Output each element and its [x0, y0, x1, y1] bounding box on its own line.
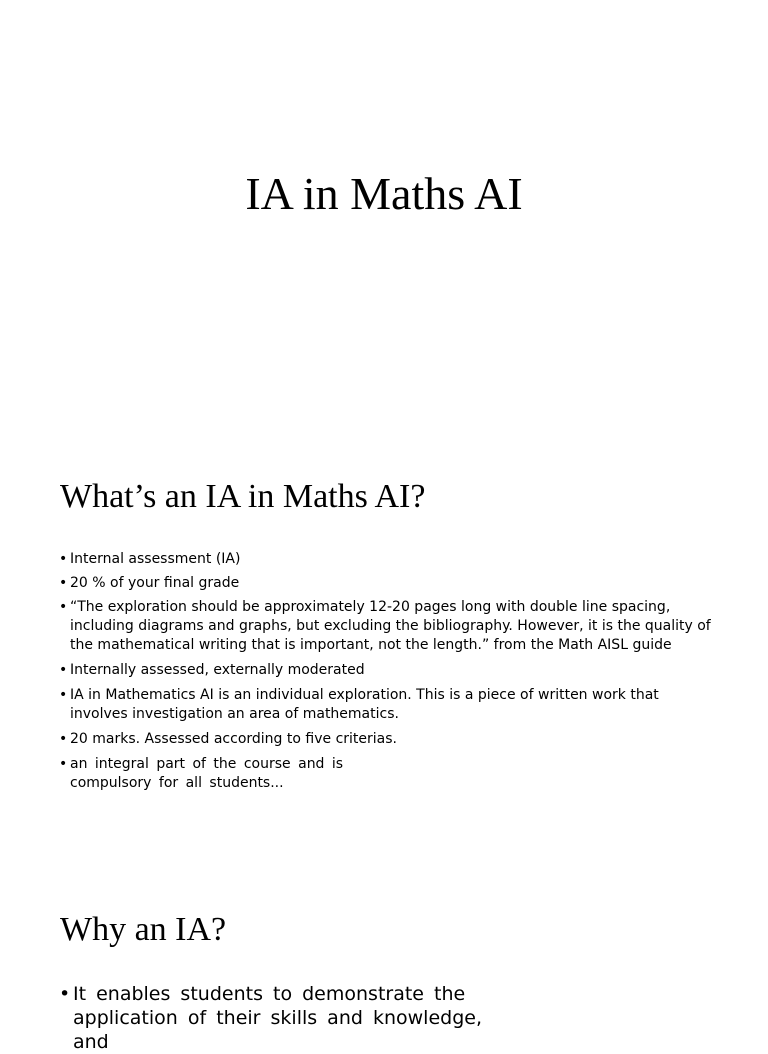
bullet-icon: • — [59, 731, 68, 747]
list-item — [59, 574, 719, 593]
slide-heading-why-ia: Why an IA? — [60, 911, 227, 948]
list-item-text: Internal assessment (IA) — [70, 551, 241, 567]
list-item — [59, 598, 719, 655]
bullet-icon: • — [59, 599, 68, 615]
list-item-text: an integral part of the course and is compulsory for all students... — [70, 756, 344, 791]
list-item-text: 20 marks. Assessed according to five criterias. — [70, 731, 397, 747]
list-item-text: IA in Mathematics AI is an individual exploration. This is a piece of written work that involves investigation an area of mathematics. — [70, 687, 659, 722]
presentation-title: IA in Maths AI — [245, 168, 523, 219]
list-item-text: It enables students to demonstrate the application of their skills and knowledge, and — [73, 983, 482, 1053]
bullet-icon: • — [59, 551, 68, 567]
list-item — [59, 982, 519, 1054]
list-item — [59, 661, 719, 680]
ia-definition-list — [59, 550, 719, 799]
what-is-ia-slide — [0, 432, 768, 864]
bullet-icon: • — [59, 575, 68, 591]
list-item — [59, 730, 719, 749]
bullet-icon: • — [59, 756, 68, 772]
list-item-text: 20 % of your final grade — [70, 575, 240, 591]
list-item — [59, 550, 719, 569]
bullet-icon: • — [59, 983, 71, 1005]
list-item-text: “The exploration should be approximately 12-20 pages long with double line spacing, including diagrams and graphs, but excluding the bibliography. However, it is the quality of the mathematical writing that is important, not the length.” from the Math AISL guide — [70, 599, 711, 653]
why-ia-list — [59, 982, 519, 1054]
list-item — [59, 686, 719, 724]
slide-heading-what-is-ia: What’s an IA in Maths AI? — [60, 478, 426, 515]
bullet-icon: • — [59, 687, 68, 703]
bullet-icon: • — [59, 662, 68, 678]
title-slide — [0, 0, 768, 432]
list-item — [59, 755, 370, 793]
list-item-text: Internally assessed, externally moderated — [70, 662, 365, 678]
why-ia-slide — [0, 864, 768, 1053]
